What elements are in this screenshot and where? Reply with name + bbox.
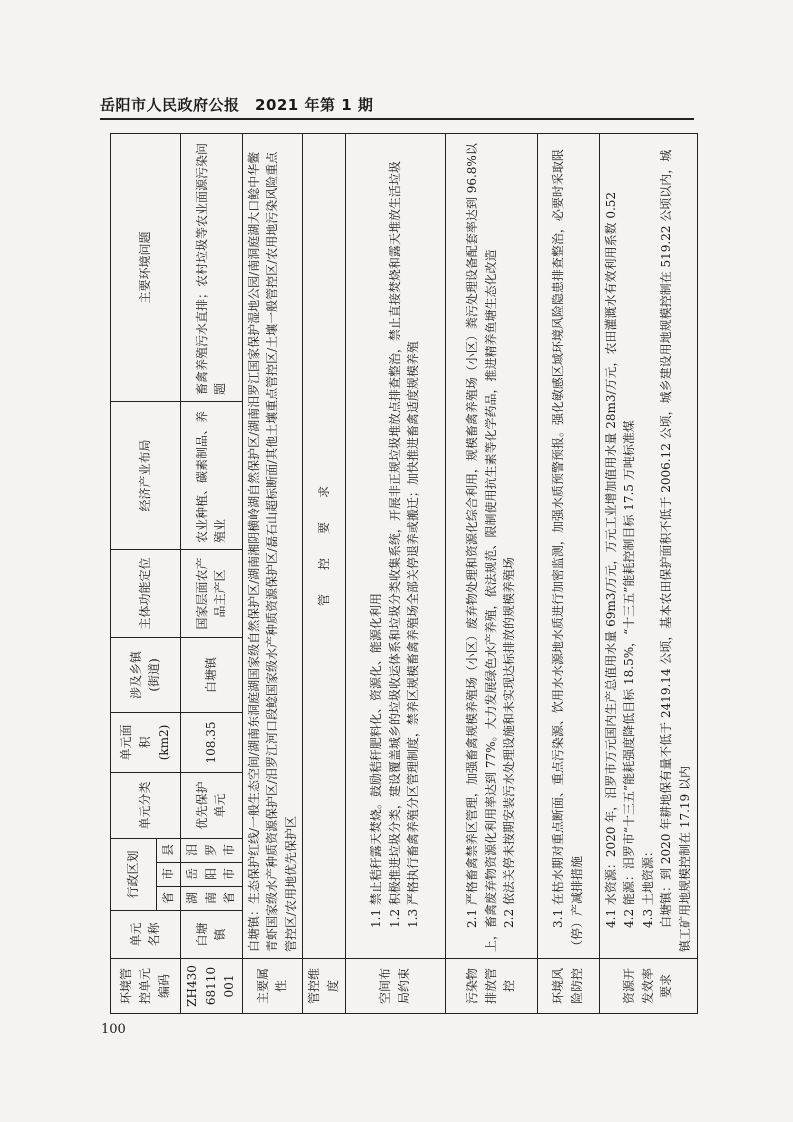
unit-category: 优先保护单元 [180, 772, 242, 838]
spatial-line: 1.1 禁止秸秆露天焚烧。鼓励秸秆肥料化、资源化、能源化利用 [369, 593, 384, 928]
unit-issues: 畜禽养殖污水直排；农村垃圾等农业面源污染问题 [180, 133, 242, 401]
header-county: 县 [157, 838, 181, 862]
unit-industry: 农业种植、碳素制品、养殖业 [180, 401, 242, 549]
attributes-text: 白塘镇：生态保护红线/一般生态空间/湖南东洞庭湖国家级自然保护区/湖南湘阴横岭湖自然保护区/湖南汨罗江国家保护湿地公园/南洞庭湖大口鲶中华鳖青虾国家级水产种质资源保护区/汨罗江河口段鲶国家级水产种质资源保护区/磊石山超标断面/其他土壤重点管控区/土壤一般管控区/农用地污染风险重点管控区/农用地优先保护区 [242, 133, 303, 958]
header-row [111, 133, 157, 1013]
rotated-table-wrapper [110, 134, 692, 1014]
risk-text [537, 133, 599, 958]
resource-line: 白塘镇：到 2020 年耕地保有量不低于 2419.14 公顷，基本农田保护面积不低于 2006.12 公顷，城乡建设用地规模控制在 519.22 公顷以内，城镇工矿用地规模控制在 17.19 以内 [659, 149, 692, 952]
risk-label: 环境风险防控 [537, 959, 599, 1014]
pollution-line: 2.2 依法关停未按期安装污水处理设施和未实现达标排放的规模养殖场 [502, 557, 517, 928]
control-dimension-label: 管控维度 [303, 959, 345, 1014]
attributes-label: 主要属性 [242, 959, 303, 1014]
header-unit-name: 单元名称 [111, 911, 181, 959]
control-requirement-label: 管 控 要 求 [303, 133, 345, 958]
header-province: 省 [157, 887, 181, 911]
header-towns: 涉及乡镇(街道) [111, 637, 181, 712]
control-header-row [303, 133, 345, 1013]
header-function: 主体功能定位 [111, 549, 181, 637]
spatial-label: 空间布局约束 [345, 959, 445, 1014]
resource-row [599, 133, 697, 1013]
header-rule [100, 118, 694, 120]
resource-line: 4.1 水资源：2020 年，汨罗市万元国内生产总值用水量 69m3/万元，万元工业增加值用水量 28m3/万元，农田灌溉水有效利用系数 0.52 [603, 191, 618, 928]
spatial-text [345, 133, 445, 958]
publication-header: 岳阳市人民政府公报 2021 年第 1 期 [100, 96, 374, 114]
resource-line: 4.3 土地资源： [640, 845, 655, 928]
pollution-row [445, 133, 537, 1013]
page-number: 100 [101, 1022, 126, 1037]
resource-line: 4.2 能源：汨罗市“十三五”能耗强度降低目标 18.5%，“十三五”能耗控制目标 17.5 万吨标准煤 [622, 420, 637, 928]
data-row [180, 133, 242, 1013]
header-admin: 行政区划 [111, 838, 157, 910]
unit-towns: 白塘镇 [180, 637, 242, 712]
unit-code: ZH43068110001 [180, 959, 242, 1014]
city: 岳阳市 [180, 863, 242, 887]
spatial-line: 1.3 严格执行畜禽养殖分区管理制度，禁养区规模畜禽养殖场全部关停退养或搬迁；加快推进畜禽适度规模养殖 [406, 341, 421, 928]
unit-area: 108.35 [180, 712, 242, 772]
header-industry: 经济产业布局 [111, 401, 181, 549]
unit-function: 国家层面农产品主产区 [180, 549, 242, 637]
risk-line: 3.1 在枯水期对重点断面、重点污染源、饮用水水源地水质进行加密监测，加强水质预警预报。强化敏感区域环境风险隐患排查整治，必要时采取限（停）产减排措施 [551, 149, 585, 952]
attributes-row [242, 133, 303, 1013]
header-code: 环境管控单元编码 [111, 959, 181, 1014]
resource-text [599, 133, 697, 958]
header-issues: 主要环境问题 [111, 133, 181, 401]
pollution-text [445, 133, 537, 958]
pollution-line: 2.1 严格畜禽禁养区管理，加强畜禽规模养殖场（小区）废弃物处理和资源化综合利用，规模畜禽养殖场（小区）粪污处理设备配套率达到 96.8%以上，畜禽废弃物资源化利用率达到 77%。大力发展绿色水产养殖，依法规范、限制使用抗生素等化学药品，推进精养鱼塘生态化改造 [465, 143, 498, 952]
environment-control-table [110, 133, 698, 1014]
header-city: 市 [157, 863, 181, 887]
header-area: 单元面积(km2) [111, 712, 181, 772]
risk-row [537, 133, 599, 1013]
county: 汨罗市 [180, 838, 242, 862]
spatial-line: 1.2 积极推进垃圾分类，建设覆盖城乡的垃圾收运体系和垃圾分类收集系统，开展非正规垃圾堆放点排查整治，禁止直接焚烧和露天堆放生活垃圾 [387, 161, 402, 928]
unit-name: 白塘镇 [180, 911, 242, 959]
header-category: 单元分类 [111, 772, 181, 838]
spatial-row [345, 133, 445, 1013]
resource-label: 资源开发效率要求 [599, 959, 697, 1014]
province: 湖南省 [180, 887, 242, 911]
pollution-label: 污染物排放管控 [445, 959, 537, 1014]
